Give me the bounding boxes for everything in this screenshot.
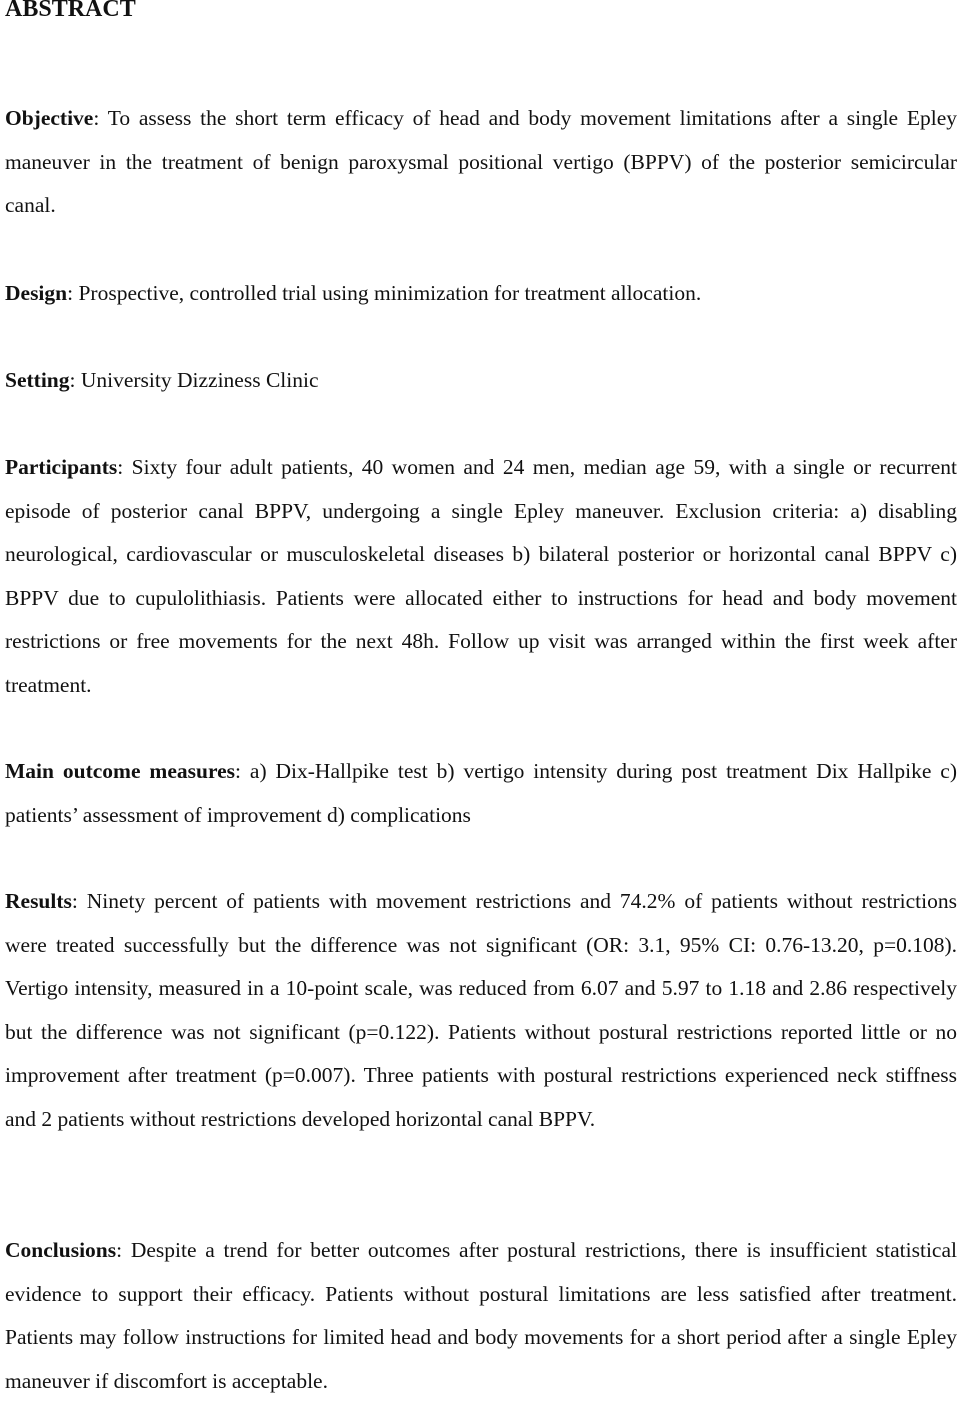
- conclusions-text: : Despite a trend for better outcomes after postural restrictions, there is insufficient statistical evidence to support their efficacy. Patients without postural limitations are less satisfied after treatment. Patients may follow instructions for limited head and body movements for a short period after a single Epley maneuver if discomfort is acceptable.: [5, 1238, 957, 1393]
- objective-section: [5, 97, 957, 228]
- participants-text: : Sixty four adult patients, 40 women and 24 men, median age 59, with a single or recurrent episode of posterior canal BPPV, undergoing a single Epley maneuver. Exclusion criteria: a) disabling neurological, cardiovascular or musculoskeletal diseases b) bilateral posterior or horizontal canal BPPV c) BPPV due to cupulolithiasis. Patients were allocated either to instructions for head and body movement restrictions or free movements for the next 48h. Follow up visit was arranged within the first week after treatment.: [5, 455, 957, 697]
- participants-section: [5, 446, 957, 708]
- outcome-label: Main outcome measures: [5, 759, 236, 783]
- objective-text: : To assess the short term efficacy of head and body movement limitations after a single Epley maneuver in the treatment of benign paroxysmal positional vertigo (BPPV) of the posterior semicircular canal.: [5, 106, 957, 218]
- conclusions-label: Conclusions: [5, 1238, 117, 1262]
- setting-label: Setting: [5, 368, 70, 392]
- participants-label: Participants: [5, 455, 118, 479]
- objective-label: Objective: [5, 106, 94, 130]
- conclusions-section: [5, 1229, 957, 1403]
- results-text: : Ninety percent of patients with movement restrictions and 74.2% of patients without restrictions were treated successfully but the difference was not significant (OR: 3.1, 95% CI: 0.76-13.20, p=0.108). Vertigo intensity, measured in a 10-point scale, was reduced from 6.07 and 5.97 to 1.18 and 2.86 respectively but the difference was not significant (p=0.122). Patients without postural restrictions reported little or no improvement after treatment (p=0.007). Three patients with postural restrictions experienced neck stiffness and 2 patients without restrictions developed horizontal canal BPPV.: [5, 889, 957, 1131]
- outcome-section: [5, 750, 957, 837]
- abstract-page: [5, 0, 957, 1393]
- abstract-heading: ABSTRACT: [5, 0, 136, 22]
- results-section: [5, 880, 957, 1142]
- design-section: [5, 272, 957, 316]
- setting-text: : University Dizziness Clinic: [69, 368, 319, 392]
- setting-section: [5, 359, 957, 403]
- design-label: Design: [5, 281, 68, 305]
- results-label: Results: [5, 889, 72, 913]
- design-text: : Prospective, controlled trial using minimization for treatment allocation.: [67, 281, 702, 305]
- outcome-text: : a) Dix-Hallpike test b) vertigo intensity during post treatment Dix Hallpike c) patients’ assessment of improvement d) complications: [5, 759, 957, 827]
